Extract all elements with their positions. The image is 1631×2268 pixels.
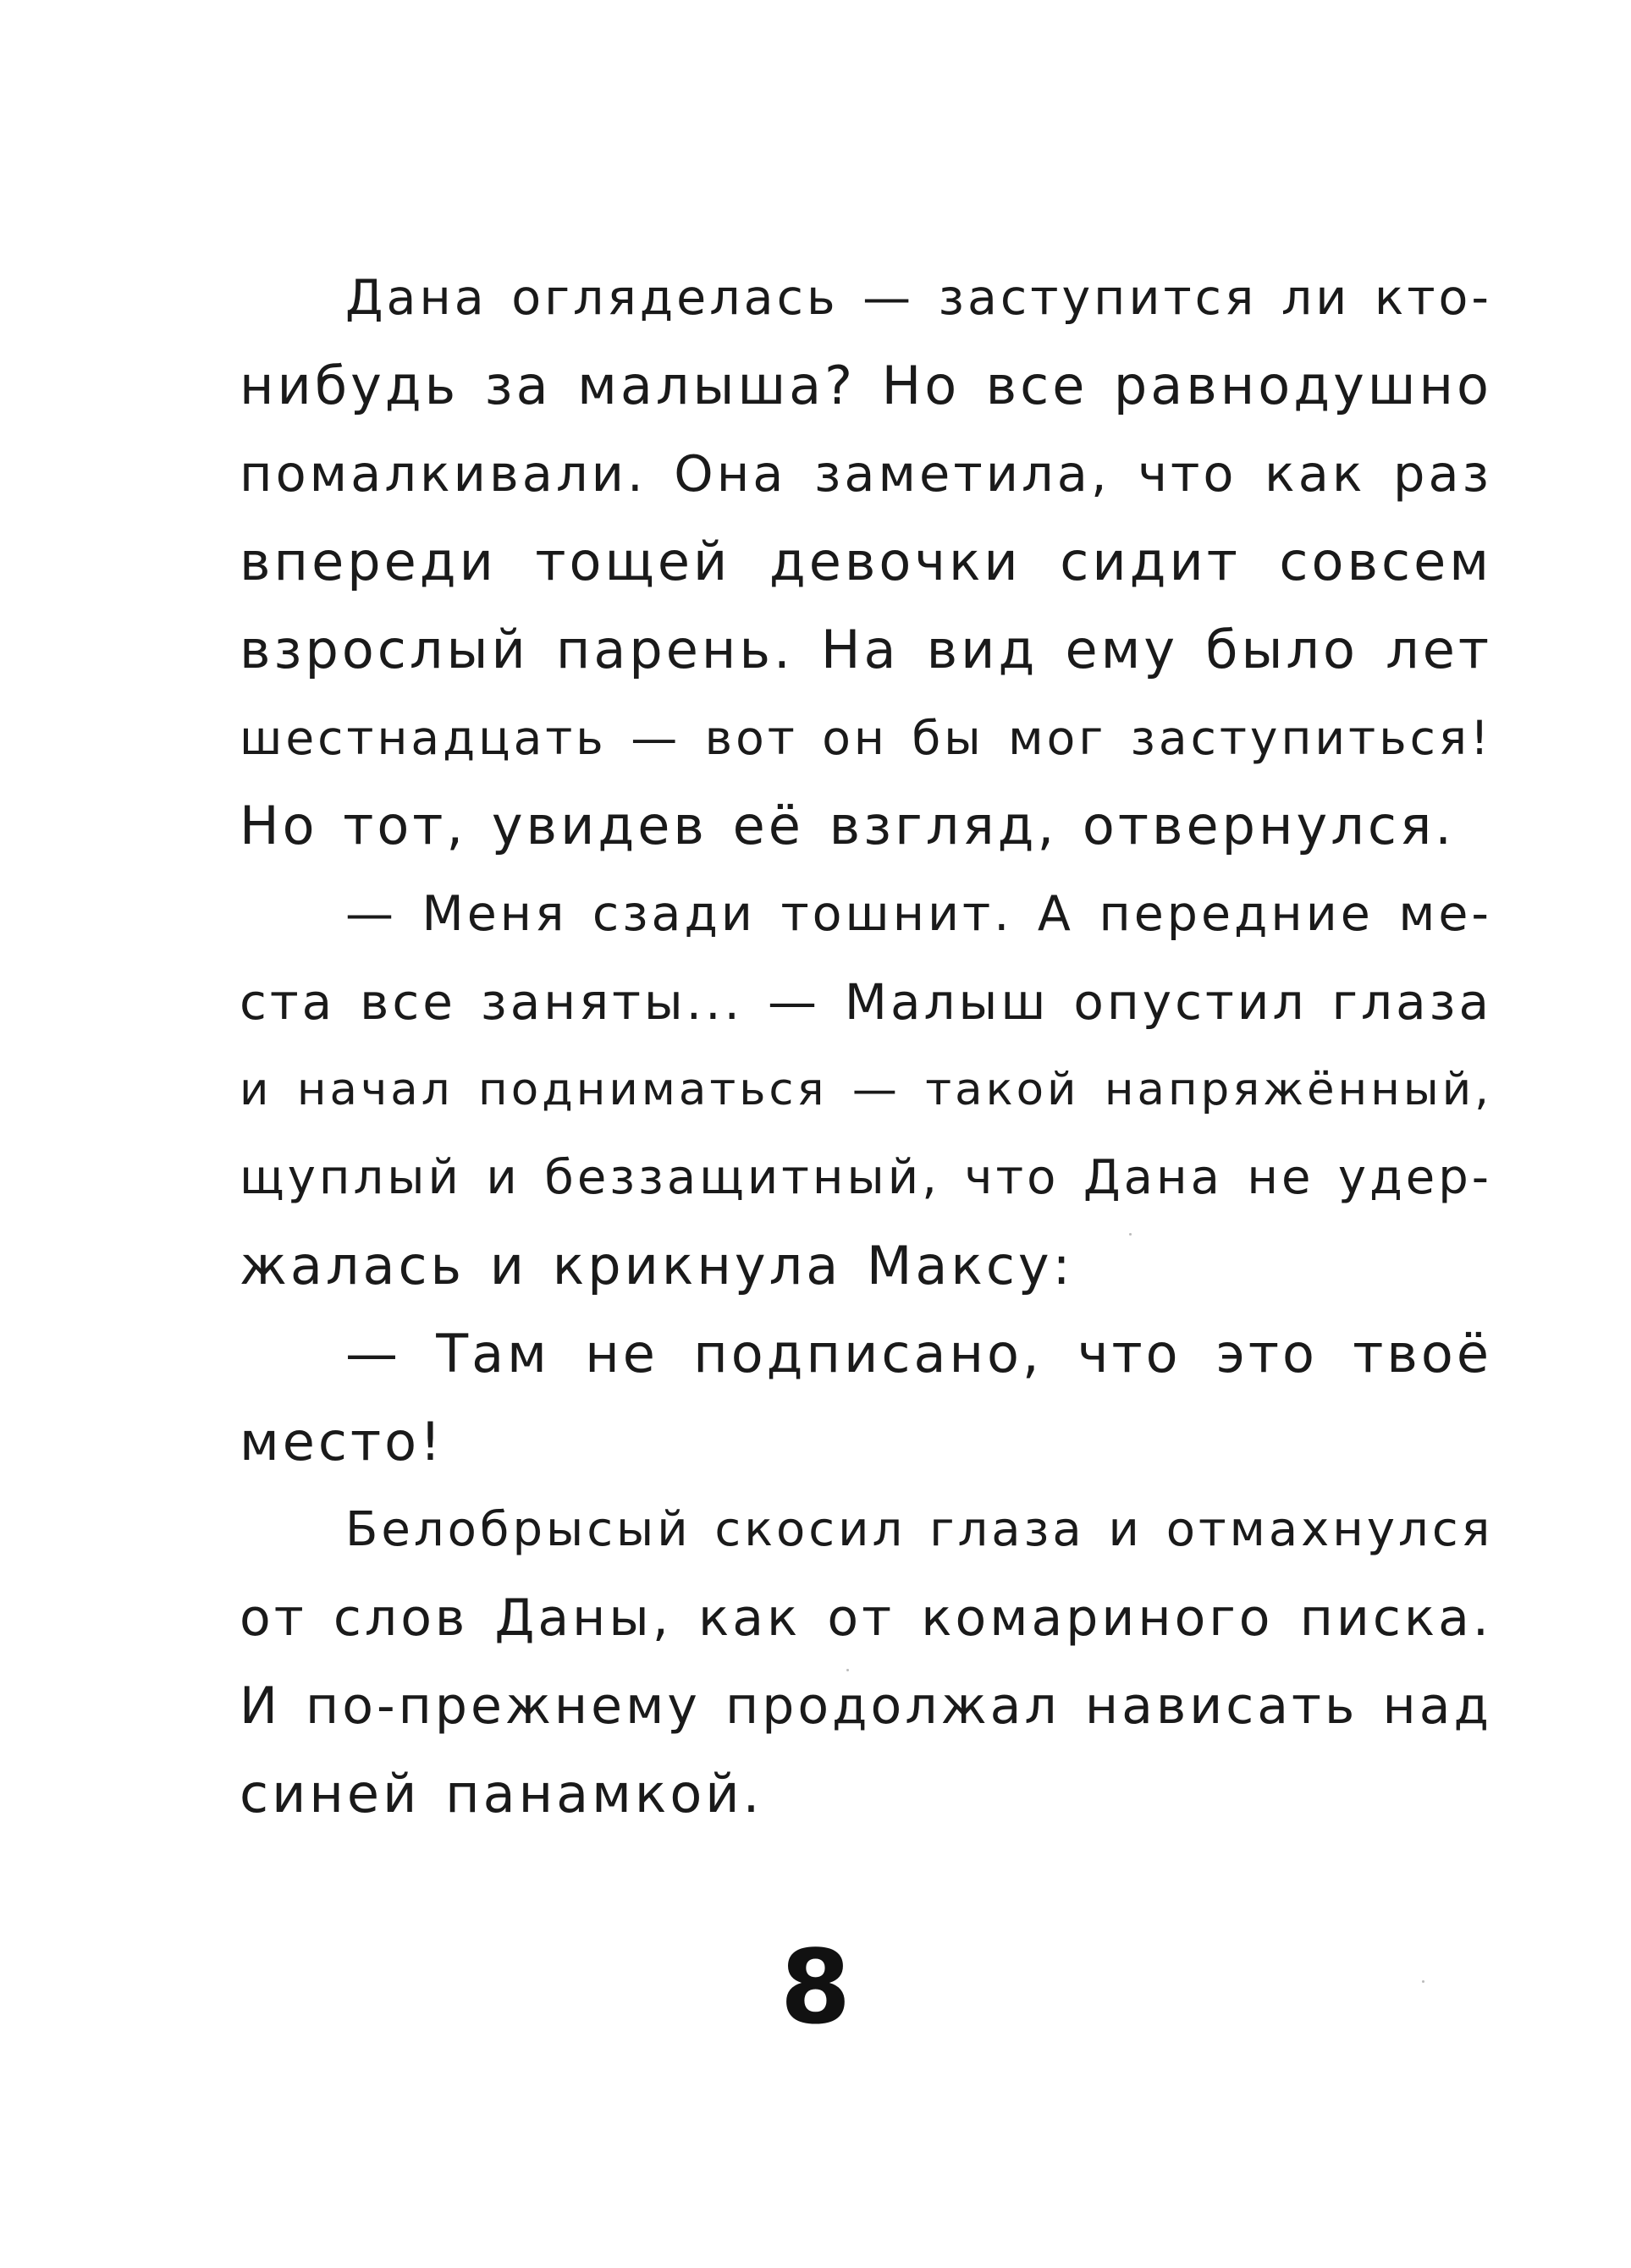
text-line: от слов Даны, как от комариного писка. bbox=[240, 1588, 1492, 1648]
text-line: ста все заняты... — Малыш опустил глаза bbox=[240, 973, 1492, 1031]
paper-speck bbox=[1129, 1233, 1132, 1236]
paper-speck bbox=[1422, 1980, 1424, 1983]
text-line: помалкивали. Она заметила, что как раз bbox=[240, 444, 1492, 503]
paper-speck bbox=[846, 1669, 849, 1671]
text-line: и начал подниматься — такой напряжённый, bbox=[240, 1064, 1492, 1115]
body-text bbox=[240, 254, 1492, 1838]
text-line: щуплый и беззащитный, что Дана не удер- bbox=[240, 1150, 1492, 1205]
text-line: И по-прежнему продолжал нависать над bbox=[240, 1676, 1492, 1736]
text-line: шестнадцать — вот он бы мог заступиться! bbox=[240, 711, 1492, 765]
page-number: 8 bbox=[780, 1929, 851, 2047]
text-line: — Меня сзади тошнит. А передние ме- bbox=[345, 886, 1492, 942]
text-line: место! bbox=[240, 1411, 444, 1473]
text-line: синей панамкой. bbox=[240, 1763, 763, 1825]
text-line: жалась и крикнула Максу: bbox=[240, 1235, 1074, 1296]
text-line: Дана огляделась — заступится ли кто- bbox=[345, 270, 1492, 326]
text-line: нибудь за малыша? Но все равнодушно bbox=[240, 355, 1492, 416]
text-line: взрослый парень. На вид ему было лет bbox=[240, 619, 1492, 680]
text-line: — Там не подписано, что это твоё bbox=[345, 1323, 1492, 1384]
text-line: впереди тощей девочки сидит совсем bbox=[240, 531, 1492, 592]
text-line: Белобрысый скосил глаза и отмахнулся bbox=[345, 1502, 1494, 1557]
text-line: Но тот, увидев её взгляд, отвернулся. bbox=[240, 795, 1455, 856]
